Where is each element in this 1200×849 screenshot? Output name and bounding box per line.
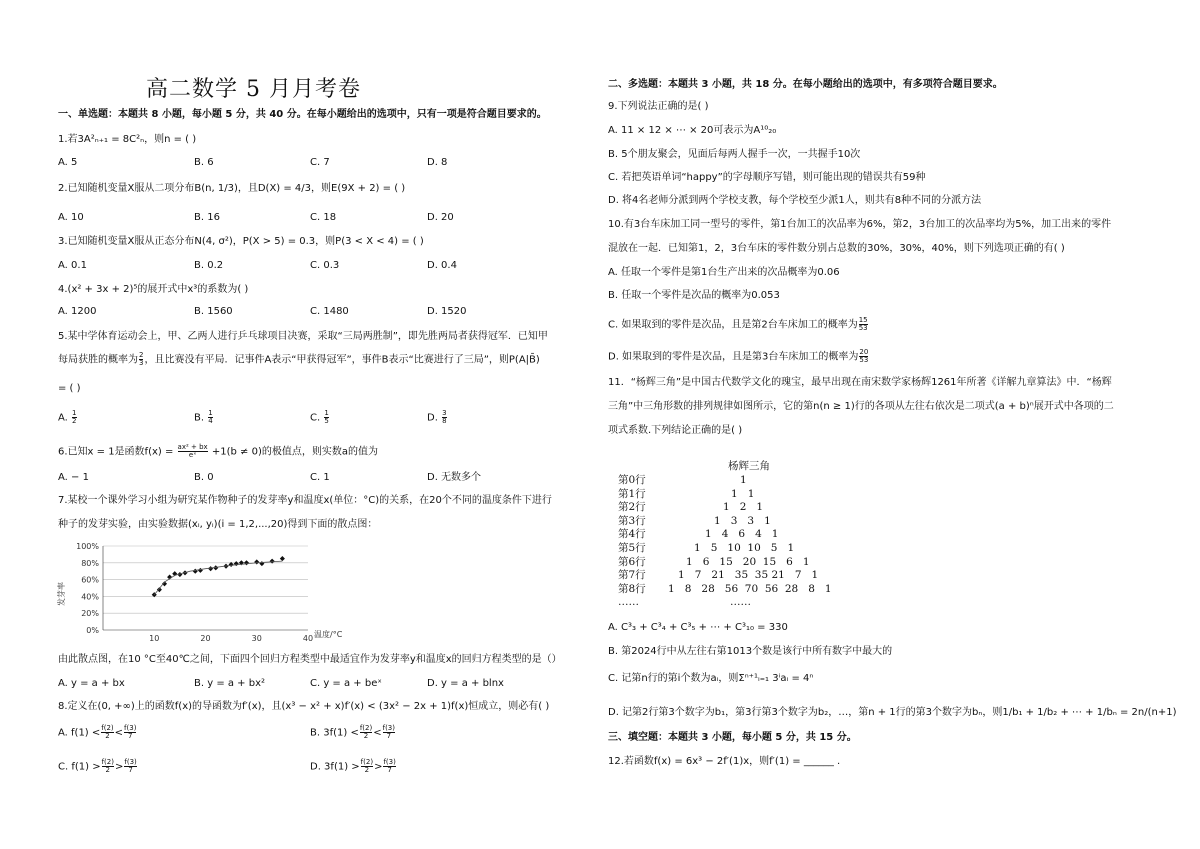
row-label: 第2行 bbox=[618, 501, 646, 514]
q4-option-c[interactable]: C. 1480 bbox=[310, 306, 349, 317]
q5-option-b-label: B. bbox=[194, 412, 205, 424]
yanghui-title: 杨辉三角 bbox=[728, 460, 770, 472]
q5-option-c-label: C. bbox=[310, 412, 321, 424]
row-label: 第0行 bbox=[618, 474, 646, 486]
q3-option-d[interactable]: D. 0.4 bbox=[427, 260, 457, 271]
q4-option-d[interactable]: D. 1520 bbox=[427, 306, 467, 317]
q9-option-d[interactable]: D. 将4名老师分派到两个学校支教，每个学校至少派1人，则共有8种不同的分派方法 bbox=[608, 195, 982, 206]
q5-option-a[interactable] bbox=[58, 410, 78, 426]
q10-line1: 10.有3台车床加工同一型号的零件，第1台加工的次品率为6%，第2，3台加工的次品率均为5%，加工出来的零件 bbox=[608, 219, 1112, 230]
x-tick-label: 20 bbox=[200, 634, 211, 643]
q6-option-d[interactable]: D. 无数多个 bbox=[427, 472, 482, 483]
triangle-row: …… bbox=[730, 596, 751, 609]
q4-option-b[interactable]: B. 1560 bbox=[194, 306, 233, 317]
scatter-chart bbox=[58, 536, 358, 646]
q7-option-d[interactable]: D. y = a + blnx bbox=[427, 678, 504, 689]
q2-option-a[interactable]: A. 10 bbox=[58, 212, 84, 223]
q8-option-b[interactable]: B. 3f(1) < $\frac{f(2)}{2}$ < $\frac{f(3)}{7}$ bbox=[310, 724, 395, 740]
q2-option-c[interactable]: C. 18 bbox=[310, 212, 337, 223]
chart-grid bbox=[103, 546, 308, 630]
triangle-row: 1 bbox=[740, 474, 747, 486]
x-tick-label: 40 bbox=[302, 634, 314, 643]
yanghui-triangle bbox=[618, 458, 848, 608]
q10-option-a[interactable]: A. 任取一个零件是第1台生产出来的次品概率为0.06 bbox=[608, 267, 840, 278]
q3-stem: 3.已知随机变量X服从正态分布N(4, σ²)，P(X > 5) = 0.3，则P(3 < X < 4) = ( ) bbox=[58, 236, 424, 247]
q8-option-a[interactable]: A. f(1) < $\frac{f(2)}{2}$ < $\frac{f(3)}{7}$ bbox=[58, 724, 137, 740]
q11-option-c[interactable]: C. 记第n行的第i个数为aᵢ，则Σⁿ⁺¹ᵢ₌₁ 3ⁱaᵢ = 4ⁿ bbox=[608, 673, 814, 684]
y-axis-label: 发芽率 bbox=[57, 582, 66, 606]
q5-option-a-frac: $\frac{1}{2}$ bbox=[72, 409, 77, 425]
q6-option-b[interactable]: B. 0 bbox=[194, 472, 214, 483]
page-title: 高二数学 5 月月考卷 bbox=[146, 77, 361, 102]
q11-option-a[interactable]: A. C³₃ + C³₄ + C³₅ + ⋯ + C³₁₀ = 330 bbox=[608, 622, 788, 633]
q5-frac-p: $\frac{2}{3}$ bbox=[139, 351, 144, 367]
q5-line2-a: 每局获胜的概率为 bbox=[58, 354, 138, 366]
q5-option-d-frac: $\frac{3}{8}$ bbox=[442, 409, 447, 425]
q5-option-d-label: D. bbox=[427, 412, 438, 424]
q5-option-c-frac: $\frac{1}{5}$ bbox=[324, 409, 329, 425]
triangle-row: 1 8 28 56 70 56 28 8 1 bbox=[668, 582, 832, 595]
x-axis-label: 温度/°C bbox=[314, 630, 343, 639]
q5-line2-b: ，且比赛没有平局．记事件A表示“甲获得冠军”，事件B表示“比赛进行了三局”，则P(A|B̄) bbox=[144, 354, 540, 366]
y-tick-label: 80% bbox=[81, 558, 99, 568]
q6-stem-a: 6.已知x = 1是函数f(x) = bbox=[58, 446, 177, 458]
q2-stem: 2.已知随机变量X服从二项分布B(n, 1/3)，且D(X) = 4/3，则E(9X + 2) = ( ) bbox=[58, 183, 406, 194]
q5-line3: = ( ) bbox=[58, 383, 81, 394]
data-point bbox=[254, 559, 259, 564]
q7-option-a[interactable]: A. y = a + bx bbox=[58, 678, 125, 689]
data-point bbox=[208, 566, 213, 571]
q6-frac: $\frac{\text{ax² + bx}}{\text{eˣ}}$ bbox=[177, 443, 208, 459]
triangle-row: 1 4 6 4 1 bbox=[705, 528, 779, 541]
q5-option-d[interactable] bbox=[427, 410, 448, 426]
y-tick-label: 0% bbox=[86, 626, 99, 635]
q1-option-d[interactable]: D. 8 bbox=[427, 157, 448, 168]
q5-option-b[interactable] bbox=[194, 410, 214, 426]
q6-stem-b: +1(b ≠ 0)的极值点，则实数a的值为 bbox=[208, 446, 378, 458]
q1-option-c[interactable]: C. 7 bbox=[310, 157, 330, 168]
section-single-choice: 一、单选题：本题共 8 小题，每小题 5 分，共 40 分。在每小题给出的选项中，只有一项是符合题目要求的。 bbox=[58, 109, 547, 120]
q10-option-d[interactable]: D. 如果取到的零件是次品，且是第3台车床加工的概率为 $\frac{20}{53}$ bbox=[608, 348, 869, 364]
q12-stem: 12.若函数f(x) = 6x³ − 2f′(1)x，则f′(1) = ______ . bbox=[608, 756, 841, 767]
row-label: …… bbox=[618, 596, 639, 609]
q11-line2: 三角”中三角形数的排列规律如图所示，它的第n(n ≥ 1)行的各项从左往右依次是二项式(a + b)ⁿ展开式中各项的二 bbox=[608, 401, 1114, 412]
q1-option-b[interactable]: B. 6 bbox=[194, 157, 214, 168]
q5-line1: 5.某中学体育运动会上，甲、乙两人进行乒乓球项目决赛，采取“三局两胜制”，即先胜两局者获得冠军．已知甲 bbox=[58, 331, 548, 342]
q5-line2 bbox=[58, 352, 540, 368]
q9-stem: 9.下列说法正确的是( ) bbox=[608, 101, 709, 112]
q7-option-b[interactable]: B. y = a + bx² bbox=[194, 678, 266, 689]
triangle-row: 1 2 1 bbox=[723, 501, 764, 514]
section-multi-choice: 二、多选题：本题共 3 小题，共 18 分。在每小题给出的选项中，有多项符合题目要求。 bbox=[608, 79, 1003, 90]
q9-option-c[interactable]: C. 若把英语单词“happy”的字母顺序写错，则可能出现的错误共有59种 bbox=[608, 172, 926, 183]
q11-line1: 11．“杨辉三角”是中国古代数学文化的瑰宝，最早出现在南宋数学家杨辉1261年所著《详解九章算法》中．“杨辉 bbox=[608, 377, 1112, 388]
q6-option-c[interactable]: C. 1 bbox=[310, 472, 330, 483]
row-label: 第4行 bbox=[618, 528, 646, 541]
q3-option-c[interactable]: C. 0.3 bbox=[310, 260, 340, 271]
row-label: 第3行 bbox=[618, 514, 646, 527]
q3-option-a[interactable]: A. 0.1 bbox=[58, 260, 87, 271]
q9-option-a[interactable]: A. 11 × 12 × ⋯ × 20可表示为A¹⁰₂₀ bbox=[608, 125, 777, 136]
row-label: 第7行 bbox=[618, 569, 646, 582]
data-point bbox=[280, 556, 285, 561]
q10-line2: 混放在一起．已知第1，2，3台车床的零件数分别占总数的30%，30%，40%，则下列选项正确的有( ) bbox=[608, 243, 1065, 254]
triangle-row: 1 1 bbox=[731, 487, 755, 500]
x-tick-label: 10 bbox=[149, 634, 160, 643]
q10-option-b[interactable]: B. 任取一个零件是次品的概率为0.053 bbox=[608, 290, 780, 301]
q9-option-b[interactable]: B. 5个朋友聚会，见面后每两人握手一次，一共握手10次 bbox=[608, 149, 861, 160]
q2-option-d[interactable]: D. 20 bbox=[427, 212, 454, 223]
data-point bbox=[234, 561, 239, 566]
q7-line1: 7.某校一个课外学习小组为研究某作物种子的发芽率y和温度x(单位：°C)的关系，在20个不同的温度条件下进行 bbox=[58, 495, 552, 506]
q11-line3: 项式系数.下列结论正确的是( ) bbox=[608, 425, 743, 436]
triangle-row: 1 7 21 35 35 21 7 1 bbox=[678, 569, 819, 582]
data-point bbox=[193, 569, 198, 574]
q2-option-b[interactable]: B. 16 bbox=[194, 212, 220, 223]
y-tick-label: 20% bbox=[81, 609, 99, 619]
data-point bbox=[198, 568, 203, 573]
q4-stem: 4.(x² + 3x + 2)⁵的展开式中x³的系数为( ) bbox=[58, 284, 249, 295]
q8-option-d[interactable]: D. 3f(1) > $\frac{f(2)}{2}$ > $\frac{f(3)}{7}$ bbox=[310, 758, 396, 774]
q10-option-c[interactable]: C. 如果取到的零件是次品，且是第2台车床加工的概率为 $\frac{15}{53}$ bbox=[608, 316, 868, 332]
x-tick-label: 30 bbox=[251, 634, 262, 643]
triangle-row: 1 5 10 10 5 1 bbox=[694, 542, 795, 554]
trend-curve bbox=[154, 561, 282, 595]
q7-line3: 由此散点图，在10 °C至40℃之间，下面四个回归方程类型中最适宜作为发芽率y和温度x的回归方程类型的是（） bbox=[58, 654, 562, 665]
y-tick-label: 40% bbox=[81, 592, 99, 602]
row-label: 第8行 bbox=[618, 582, 646, 595]
q8-option-c[interactable]: C. f(1) > $\frac{f(2)}{2}$ > $\frac{f(3)}{7}$ bbox=[58, 758, 137, 774]
q11-option-d[interactable]: D. 记第2行第3个数字为b₁，第3行第3个数字为b₂，…，第n + 1行的第3个数字为bₙ，则1/b₁ + 1/b₂ + ⋯ + 1/bₙ = 2n/(n+1) bbox=[608, 707, 1177, 718]
q6-option-a[interactable]: A. − 1 bbox=[58, 472, 89, 483]
q5-option-a-label: A. bbox=[58, 412, 68, 424]
row-label: 第1行 bbox=[618, 487, 646, 500]
q11-option-b[interactable]: B. 第2024行中从左往右第1013个数是该行中所有数字中最大的 bbox=[608, 646, 893, 657]
q1-option-a[interactable]: A. 5 bbox=[58, 157, 78, 168]
triangle-row: 1 3 3 1 bbox=[714, 514, 771, 527]
q7-option-c[interactable]: C. y = a + beˣ bbox=[310, 678, 382, 689]
q1-stem: 1.若3A²ₙ₊₁ = 8C²ₙ，则n = ( ) bbox=[58, 134, 197, 145]
triangle-row: 1 6 15 20 15 6 1 bbox=[686, 555, 810, 568]
row-label: 第5行 bbox=[618, 542, 646, 554]
row-label: 第6行 bbox=[618, 555, 646, 568]
chart-ticks bbox=[76, 542, 313, 643]
q6-stem bbox=[58, 444, 378, 460]
y-tick-label: 100% bbox=[76, 542, 99, 551]
q4-option-a[interactable]: A. 1200 bbox=[58, 306, 97, 317]
q3-option-b[interactable]: B. 0.2 bbox=[194, 260, 224, 271]
y-tick-label: 60% bbox=[81, 575, 99, 585]
q7-line2: 种子的发芽实验，由实验数据(xᵢ, yᵢ)(i = 1,2,...,20)得到下面的散点图： bbox=[58, 519, 378, 530]
data-point bbox=[244, 560, 249, 565]
q8-stem: 8.定义在(0, +∞)上的函数f(x)的导函数为f′(x)，且(x³ − x² + x)f′(x) < (3x² − 2x + 1)f(x)恒成立，则必有( ) bbox=[58, 701, 550, 712]
q5-option-c[interactable] bbox=[310, 410, 330, 426]
section-fill-blank: 三、填空题：本题共 3 小题，每小题 5 分，共 15 分。 bbox=[608, 732, 857, 743]
q5-option-b-frac: $\frac{1}{4}$ bbox=[208, 409, 213, 425]
data-point bbox=[259, 561, 264, 566]
